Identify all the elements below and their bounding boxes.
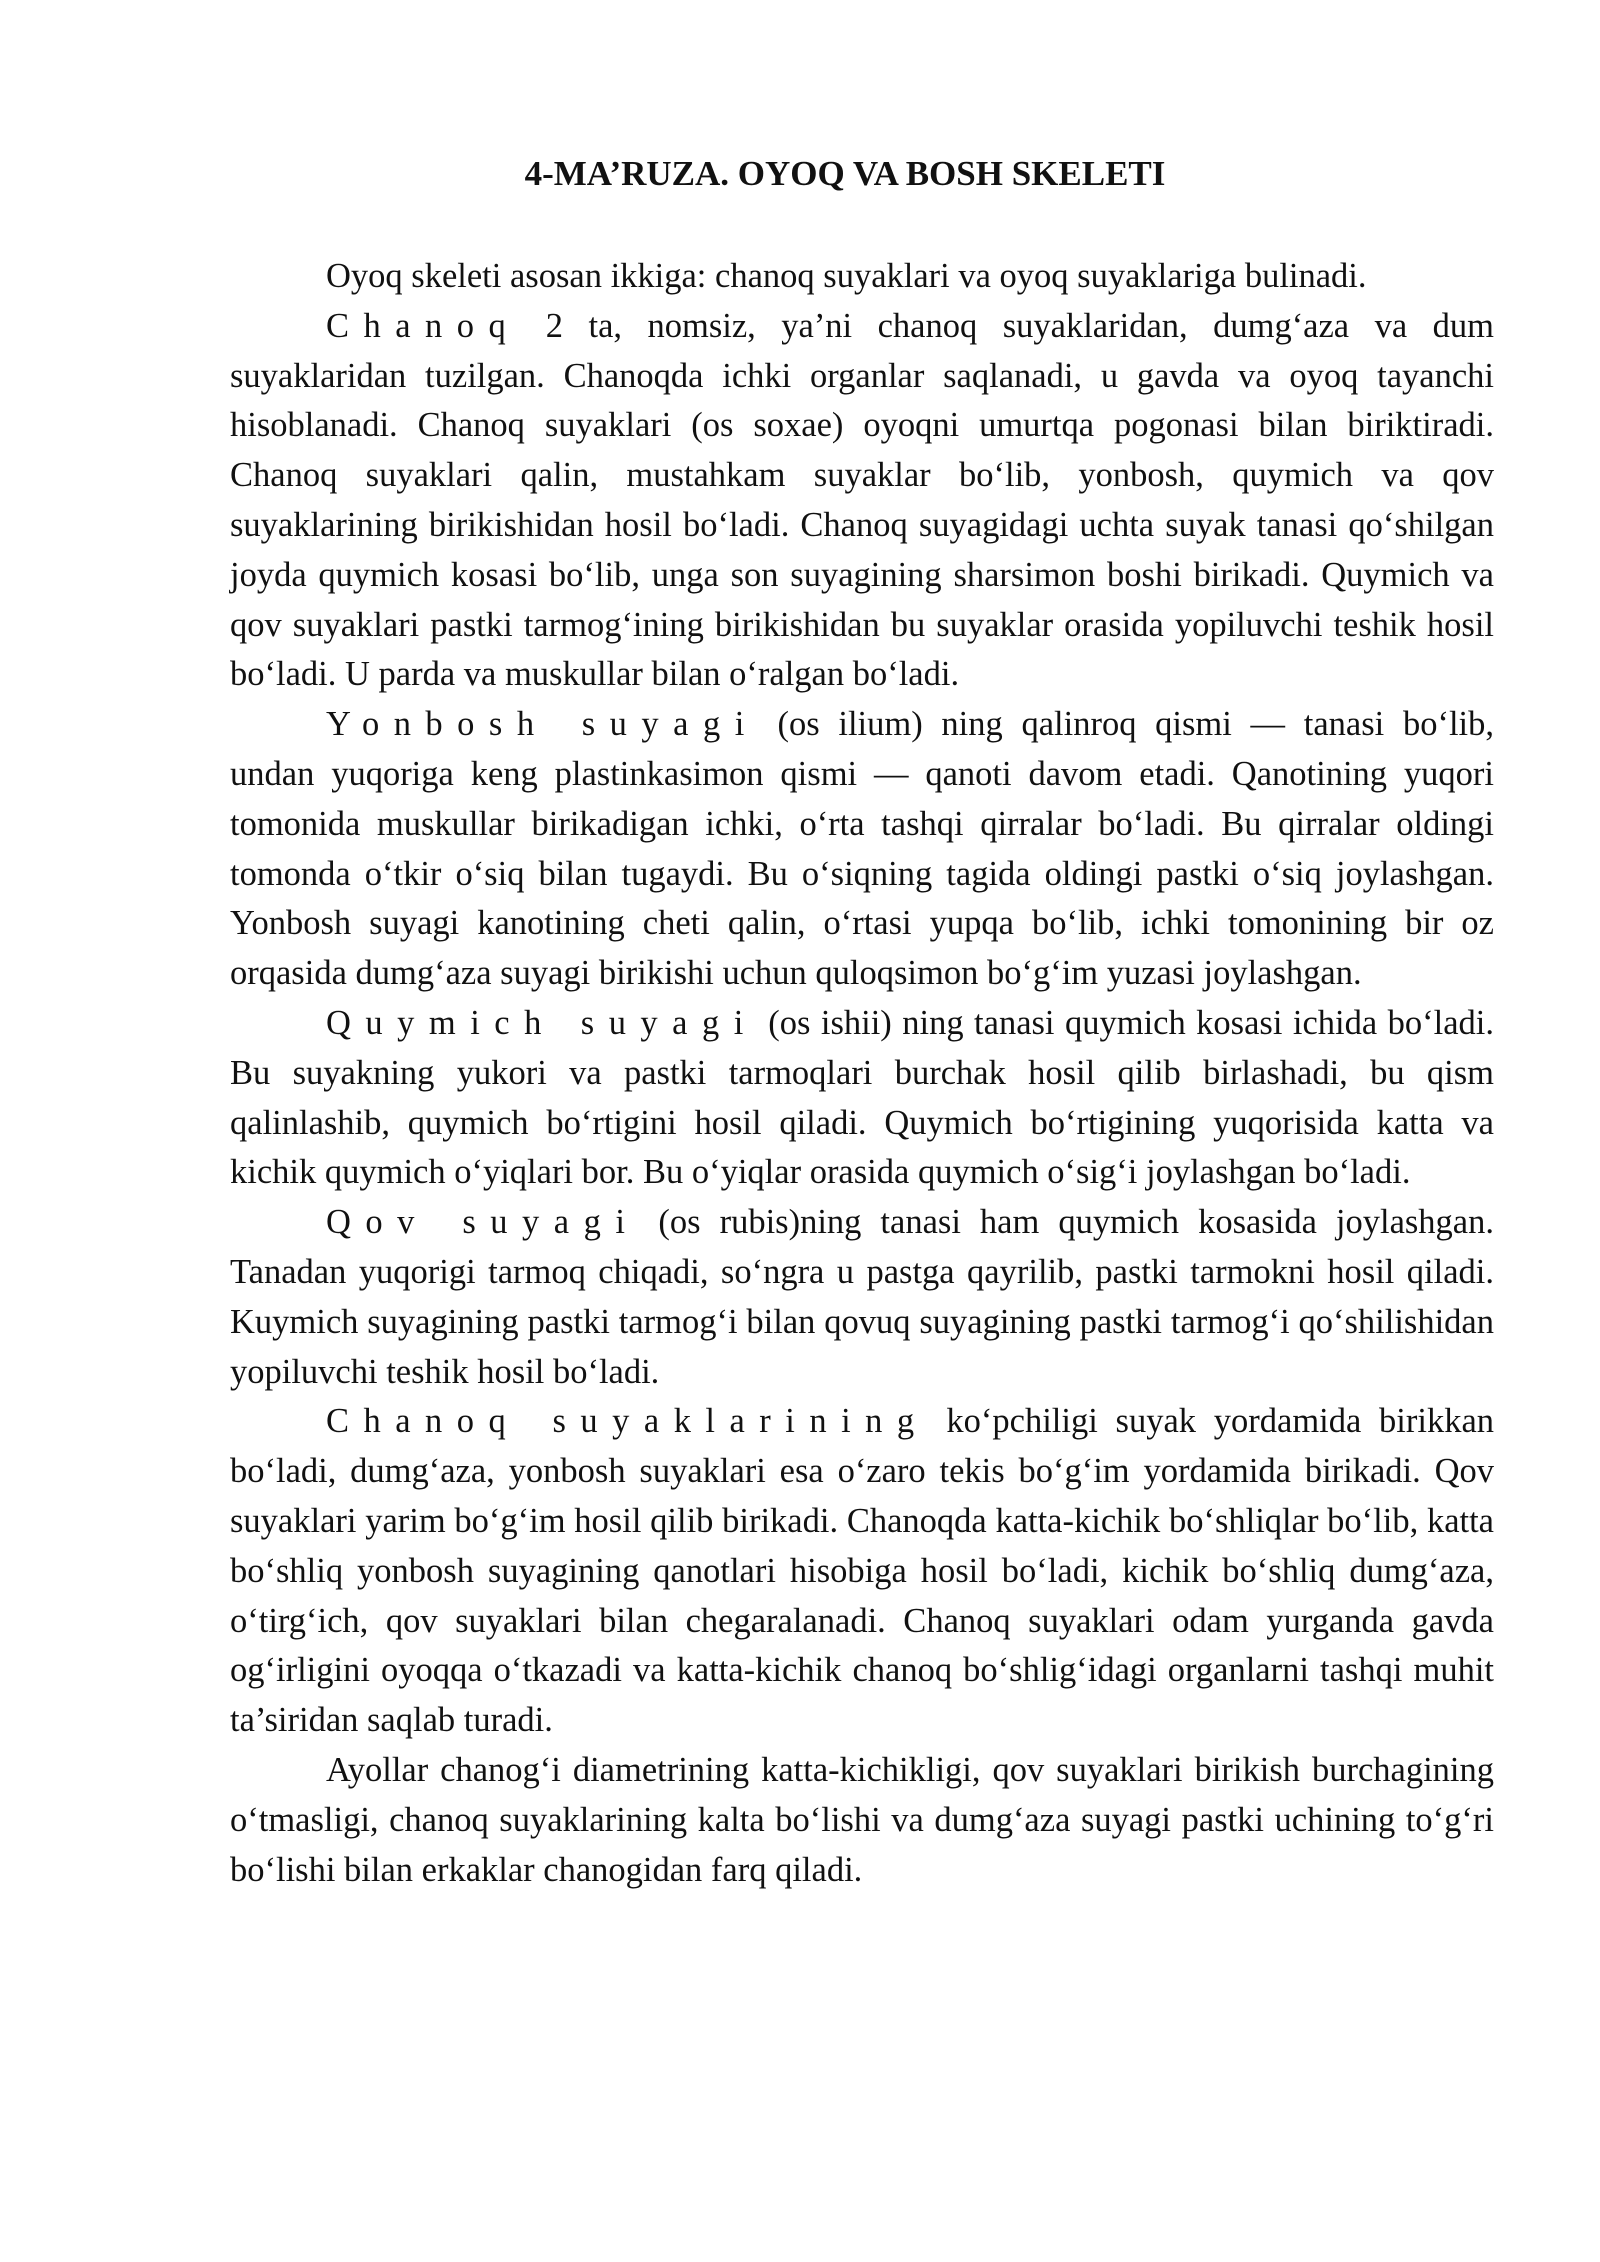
spaced-term: Yonbosh suyagi (326, 705, 759, 744)
paragraph-text: 2 ta, nomsiz, ya’ni chanoq suyaklaridan, dumg‘aza va dum suyaklaridan tuzilgan. Chanoqda ichki organlar saqlanadi, u gavda va oyoq tayanchi hisoblanadi. Chanoq suyaklari (os soxae) oyoqni umurtqa pogonasi bilan biriktiradi. Chanoq suyaklari qalin, mustahkam suyaklar bo‘lib, yonbosh, quymich va qov suyaklarining birikishidan hosil bo‘ladi. Chanoq suyagidagi uchta suyak tanasi qo‘shilgan joyda quymich kosasi bo‘lib, unga son suyagining sharsimon boshi birikadi. Quymich va qov suyaklari pastki tarmog‘ining birikishidan bu suyaklar orasida yopiluvchi teshik hosil bo‘ladi. U parda va muskullar bilan o‘ralgan bo‘ladi. (230, 306, 1494, 694)
paragraph-text: Ayollar chanog‘i diametrining katta-kichikligi, qov suyaklari birikish burchagining o‘tmasligi, chanoq suyaklarining kalta bo‘lishi va dumg‘aza suyagi pastki uchining to‘g‘ri bo‘lishi bilan erkaklar chanogidan farq qiladi. (230, 1750, 1494, 1889)
paragraph-chanoq-suyaklari (230, 1397, 1494, 1746)
paragraph-text: Oyoq skeleti asosan ikkiga: chanoq suyaklari va oyoq suyaklariga bulinadi. (326, 257, 1367, 295)
spaced-term: Chanoq (326, 306, 521, 345)
spaced-term: Quymich suyagi (326, 1003, 758, 1042)
paragraph-quymich (230, 999, 1494, 1198)
paragraph-qov (230, 1198, 1494, 1397)
lecture-title: 4-MA’RUZA. OYOQ VA BOSH SKELETI (524, 154, 1166, 193)
paragraph-text: ko‘pchiligi suyak yordamida birikkan bo‘ladi, dumg‘aza, yonbosh suyaklari esa o‘zaro tekis bo‘g‘im yordamida birikadi. Qov suyaklari yarim bo‘g‘im hosil qilib birikadi. Chanoqda katta-kichik bo‘shliqlar bo‘lib, katta bo‘shliq yonbosh suyagining qanotlari hisobiga hosil bo‘ladi, kichik bo‘shliq dumg‘aza, o‘tirg‘ich, qov suyaklari bilan chegaralanadi. Chanoq suyaklari odam yurganda gavda og‘irligini oyoqqa o‘tkazadi va katta-kichik chanoq bo‘shlig‘idagi organlarni tashqi muhit ta’siridan saqlab turadi. (230, 1402, 1495, 1740)
paragraph-text: (os ishii) ning tanasi quymich kosasi ichida bo‘ladi. Bu suyakning yukori va pastki tarmoqlari burchak hosil qilib birlashadi, bu qism qalinlashib, quymich bo‘rtigini hosil qiladi. Quymich bo‘rtigining yuqorisida katta va kichik quymich o‘yiqlari bor. Bu o‘yiqlar orasida quymich o‘sig‘i joylashgan bo‘ladi. (230, 1003, 1494, 1192)
spaced-term: Qov suyagi (326, 1203, 640, 1242)
paragraph-text: (os rubis)ning tanasi ham quymich kosasida joylashgan. Tanadan yuqorigi tarmoq chiqadi, so‘ngra u pastga qayrilib, pastki tarmokni hosil qiladi. Kuymich suyagining pastki tarmog‘i bilan qovuq suyagining pastki tarmog‘i qo‘shilishidan yopiluvchi teshik hosil bo‘ladi. (230, 1203, 1494, 1391)
paragraph-chanoq (230, 302, 1494, 700)
spaced-term: Chanoq suyaklarining (326, 1402, 929, 1441)
paragraph-text: (os ilium) ning qalinroq qismi — tanasi bo‘lib, undan yuqoriga keng plastinkasimon qismi — qanoti davom etadi. Qanotining yuqori tomonida muskullar birikadigan ichki, o‘rta tashqi qirralar bo‘ladi. Bu qirralar oldingi tomonda o‘tkir o‘siq bilan tugaydi. Bu o‘siqning tagida oldingi pastki o‘siq joylashgan. Yonbosh suyagi kanotining cheti qalin, o‘rtasi yupqa bo‘lib, ichki tomonining bir oz orqasida dumg‘aza suyagi birikishi uchun quloqsimon bo‘g‘im yuzasi joylashgan. (230, 705, 1494, 993)
paragraph-ayollar (230, 1746, 1494, 1895)
paragraph-yonbosh (230, 700, 1494, 999)
body-text (230, 252, 1494, 1895)
paragraph-intro (230, 252, 1494, 302)
